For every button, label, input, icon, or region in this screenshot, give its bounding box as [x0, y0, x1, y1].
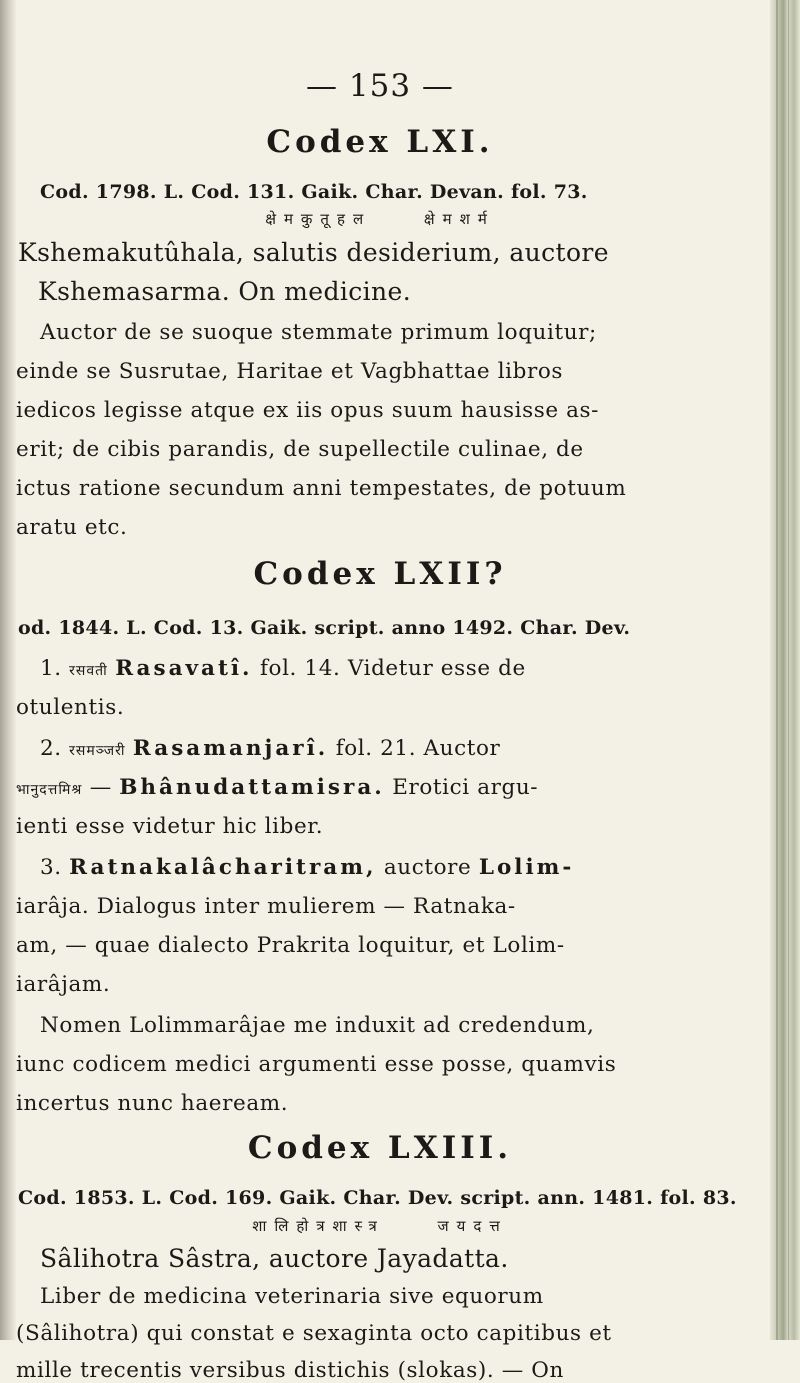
codex-61-heading: Codex LXI.: [266, 124, 494, 160]
codex-63-body-line: (Sâlihotra) qui constat e sexaginta octo capitibus et: [16, 1321, 612, 1346]
devanagari-title: क्षेमकुतूहल: [265, 210, 372, 228]
codex-61-body-line: erit; de cibis parandis, de supellectile culinae, de: [16, 437, 584, 462]
codex-62-item-2: [40, 736, 500, 761]
codex-62-item-1-cont: otulentis.: [16, 695, 125, 720]
codex-62-item-3-line: am, — quae dialecto Prakrita loquitur, et Lolim-: [16, 933, 565, 958]
work-title: Ratnakalâcharitram,: [69, 855, 377, 880]
work-title: Rasavatî.: [115, 656, 253, 681]
dash: —: [89, 775, 112, 800]
codex-61-body-line: iedicos legisse atque ex iis opus suum hausisse as-: [16, 398, 600, 423]
devanagari-title: रसमञ्जरी: [69, 743, 126, 759]
codex-61-title: Kshemakutûhala, salutis desiderium, auctore: [18, 238, 609, 267]
codex-62-item-3-line: iarâjam.: [16, 972, 111, 997]
page-edge: [770, 0, 800, 1340]
codex-61-body-line: einde se Susrutae, Haritae et Vagbhattae libros: [16, 359, 564, 384]
codex-61-body-line: ictus ratione secundum anni tempestates, de potuum: [16, 476, 627, 501]
devanagari-author: क्षेमशर्म: [423, 210, 495, 228]
codex-62-item-2-cont: ienti esse videtur hic liber.: [16, 814, 324, 839]
codex-63-body-line: Liber de medicina veterinaria sive equorum: [40, 1284, 544, 1309]
devanagari-author: जयदत्त: [437, 1217, 508, 1235]
codex-61-devanagari: [0, 209, 760, 229]
codex-62-note-line: iunc codicem medici argumenti esse posse, quamvis: [16, 1052, 617, 1077]
devanagari-title: रसवती: [69, 663, 108, 679]
codex-61-body-line: aratu etc.: [16, 515, 128, 540]
item-details: Erotici argu-: [392, 775, 539, 800]
author-name: Bhânudattamisra.: [119, 775, 385, 800]
codex-63-meta: Cod. 1853. L. Cod. 169. Gaik. Char. Dev. script. ann. 1481. fol. 83.: [18, 1187, 737, 1209]
devanagari-title: शालिहोत्रशास्त्र: [252, 1217, 385, 1235]
codex-62-meta: od. 1844. L. Cod. 13. Gaik. script. anno 1492. Char. Dev.: [18, 617, 631, 639]
item-details: auctore: [383, 855, 472, 880]
codex-63-title: Sâlihotra Sâstra, auctore Jayadatta.: [40, 1244, 509, 1273]
codex-63-heading: Codex LXIII.: [247, 1130, 513, 1166]
codex-61-meta: Cod. 1798. L. Cod. 131. Gaik. Char. Devan. fol. 73.: [40, 181, 588, 203]
codex-62-heading: Codex LXII?: [253, 556, 507, 592]
codex-61-body-line: Auctor de se suoque stemmate primum loquitur;: [40, 320, 597, 345]
codex-62-note-line: Nomen Lolimmarâjae me induxit ad credendum,: [40, 1013, 595, 1038]
codex-62-item-3: [40, 855, 574, 880]
item-number: 3.: [40, 855, 62, 880]
codex-62-item-2-line2: [16, 775, 538, 800]
item-number: 2.: [40, 736, 62, 761]
work-title: Rasamanjarî.: [132, 736, 329, 761]
author-name: Lolim-: [478, 855, 575, 880]
codex-62-item-1: [40, 656, 526, 681]
codex-63-body-line: mille trecentis versibus distichis (slokas). — On: [16, 1358, 564, 1383]
codex-62-note-line: incertus nunc haeream.: [16, 1091, 289, 1116]
item-details: fol. 14. Videtur esse de: [259, 656, 526, 681]
page-number: — 153 —: [306, 68, 454, 104]
codex-61-title-cont: Kshemasarma. On medicine.: [38, 277, 412, 306]
codex-62-item-3-line: iarâja. Dialogus inter mulierem — Ratnaka-: [16, 894, 516, 919]
codex-63-devanagari: [0, 1216, 760, 1236]
devanagari-author: भानुदत्तमिश्र: [16, 782, 83, 798]
item-number: 1.: [40, 656, 62, 681]
item-details: fol. 21. Auctor: [335, 736, 501, 761]
